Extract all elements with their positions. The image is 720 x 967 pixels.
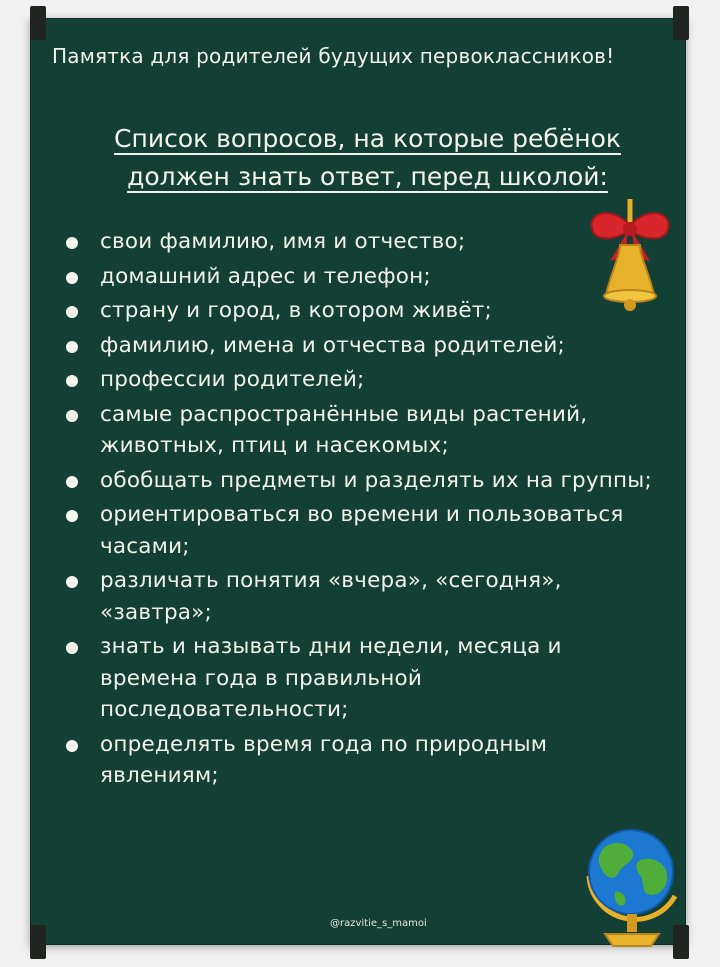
list-item: страну и город, в котором живёт; bbox=[62, 295, 662, 327]
bullet-icon bbox=[66, 341, 78, 353]
list-item: обобщать предметы и разделять их на группы; bbox=[62, 465, 662, 497]
corner-clip bbox=[673, 6, 689, 40]
bullet-icon bbox=[66, 237, 78, 249]
bullet-icon bbox=[66, 476, 78, 488]
memo-header: Памятка для родителей будущих первоклассников! bbox=[52, 44, 615, 68]
list-item: знать и называть дни недели, месяца и времена года в правильной последовательности; bbox=[62, 631, 662, 726]
list-item: ориентироваться во времени и пользоваться часами; bbox=[62, 499, 662, 562]
bullet-icon bbox=[66, 410, 78, 422]
list-item: свои фамилию, имя и отчество; bbox=[62, 226, 662, 258]
list-item: самые распространённые виды растений, животных, птиц и насекомых; bbox=[62, 399, 662, 462]
title-line: должен знать ответ, перед школой: bbox=[127, 162, 608, 191]
list-item: домашний адрес и телефон; bbox=[62, 261, 662, 293]
page-title bbox=[80, 120, 655, 196]
corner-clip bbox=[30, 6, 46, 40]
title-line: Список вопросов, на которые ребёнок bbox=[114, 124, 621, 153]
list-item: профессии родителей; bbox=[62, 364, 662, 396]
bullet-icon bbox=[66, 576, 78, 588]
list-item: определять время года по природным явлениям; bbox=[62, 729, 662, 792]
bullet-icon bbox=[66, 306, 78, 318]
bullet-icon bbox=[66, 642, 78, 654]
corner-clip bbox=[30, 925, 46, 959]
bullet-icon bbox=[66, 510, 78, 522]
bullet-icon bbox=[66, 375, 78, 387]
globe-icon bbox=[575, 812, 690, 952]
bullet-icon bbox=[66, 740, 78, 752]
bell-icon bbox=[580, 195, 680, 315]
bullet-icon bbox=[66, 272, 78, 284]
question-list bbox=[62, 226, 662, 795]
author-credit: @razvitie_s_mamoi bbox=[330, 918, 427, 929]
list-item: различать понятия «вчера», «сегодня», «завтра»; bbox=[62, 565, 662, 628]
list-item: фамилию, имена и отчества родителей; bbox=[62, 330, 662, 362]
